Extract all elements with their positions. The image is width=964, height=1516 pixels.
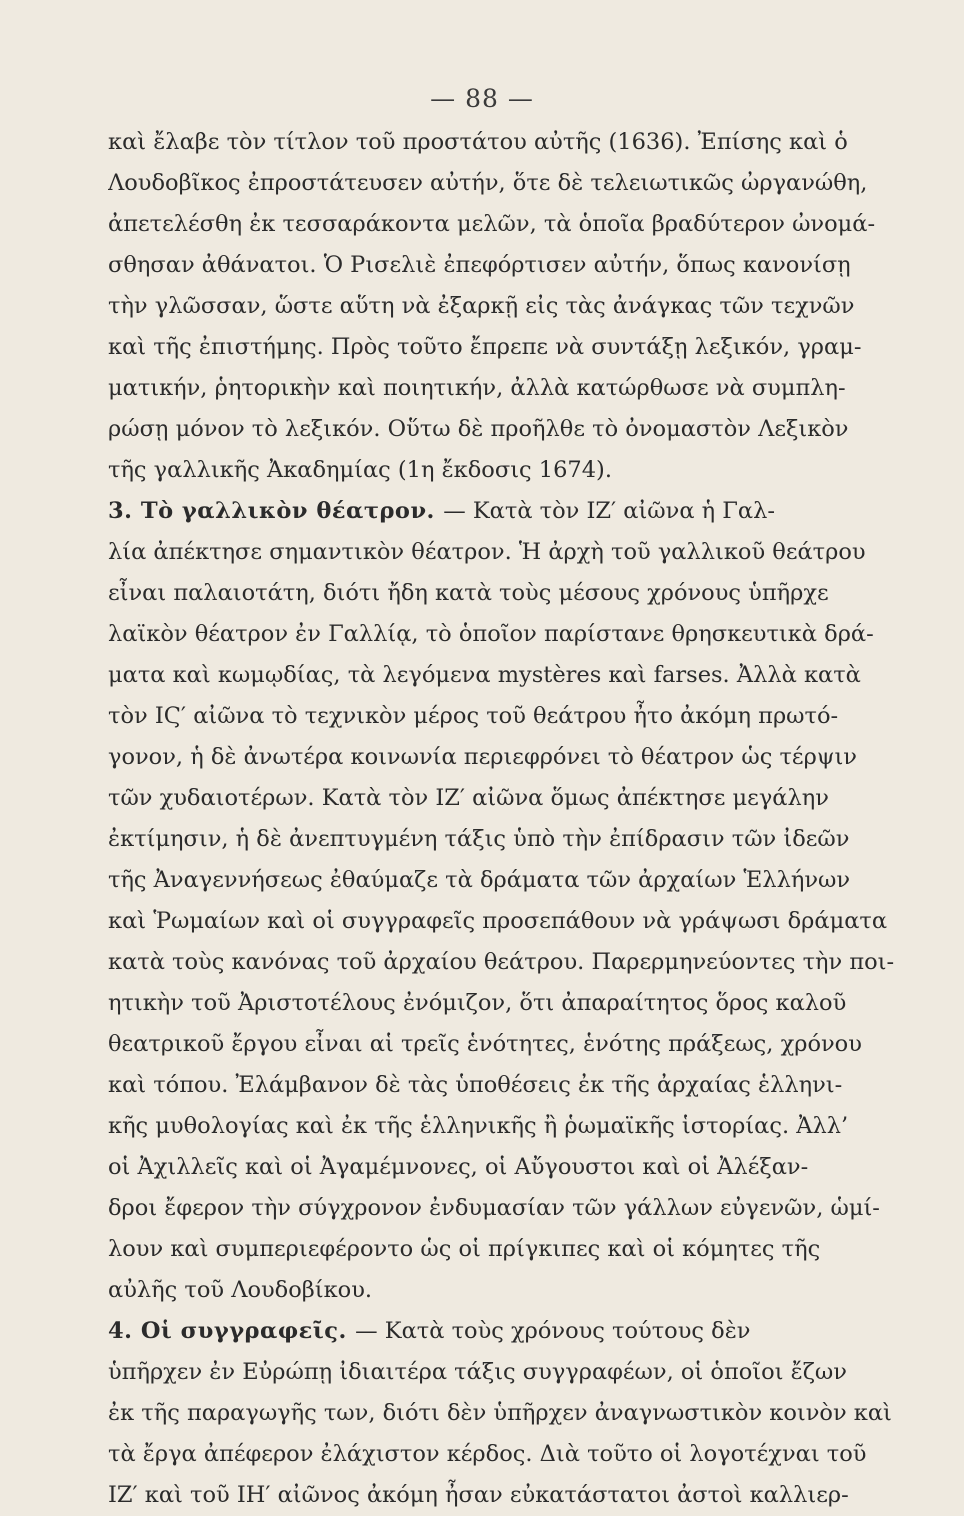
text-line: κατὰ τοὺς κανόνας τοῦ ἀρχαίου θεάτρου. Παρερμηνεύοντες τὴν ποι- xyxy=(108,949,895,975)
text-line: οἱ Ἀχιλλεῖς καὶ οἱ Ἀγαμέμνονες, οἱ Αὔγουστοι καὶ οἱ Ἀλέξαν- xyxy=(108,1154,809,1180)
text-line: καὶ τόπου. Ἐλάμβανον δὲ τὰς ὑποθέσεις ἐκ τῆς ἀρχαίας ἑλληνι- xyxy=(108,1072,843,1098)
text-line: αὐλῆς τοῦ Λουδοβίκου. xyxy=(108,1277,373,1303)
text-line: ματικήν, ῥητορικὴν καὶ ποιητικήν, ἀλλὰ κατώρθωσε νὰ συμπλη- xyxy=(108,375,846,401)
text-line: τῆς Ἀναγεννήσεως ἐθαύμαζε τὰ δράματα τῶν ἀρχαίων Ἑλλήνων xyxy=(108,867,851,893)
text-line: τῆς γαλλικῆς Ἀκαδημίας (1η ἔκδοσις 1674). xyxy=(108,457,612,483)
text-line: Λουδοβῖκος ἐπροστάτευσεν αὐτήν, ὅτε δὲ τελειωτικῶς ὠργανώθη, xyxy=(108,170,868,196)
text-line: τὴν γλῶσσαν, ὥστε αὕτη νὰ ἐξαρκῇ εἰς τὰς ἀνάγκας τῶν τεχνῶν xyxy=(108,293,855,319)
text-line: εἶναι παλαιοτάτη, διότι ἤδη κατὰ τοὺς μέσους χρόνους ὑπῆρχε xyxy=(108,580,829,606)
text-line: τὸν ΙϚ′ αἰῶνα τὸ τεχνικὸν μέρος τοῦ θεάτρου ἦτο ἀκόμη πρωτό- xyxy=(108,703,839,729)
text-line: σθησαν ἀθάνατοι. Ὁ Ρισελιὲ ἐπεφόρτισεν αὐτήν, ὅπως κανονίσῃ xyxy=(108,252,851,278)
text-line: θεατρικοῦ ἔργου εἶναι αἱ τρεῖς ἑνότητες, ἑνότης πράξεως, χρόνου xyxy=(108,1031,862,1057)
text-line: λαϊκὸν θέατρον ἐν Γαλλίᾳ, τὸ ὁποῖον παρίστανε θρησκευτικὰ δρά- xyxy=(108,621,874,647)
section-title: 4. Οἱ συγγραφεῖς. xyxy=(108,1318,356,1344)
page-number: — 88 — xyxy=(430,84,534,113)
text-line: λουν καὶ συμπεριεφέροντο ὡς οἱ πρίγκιπες καὶ οἱ κόμητες τῆς xyxy=(108,1236,821,1262)
text-line: ματα καὶ κωμῳδίας, τὰ λεγόμενα mystères καὶ farses. Ἀλλὰ κατὰ xyxy=(108,662,861,688)
text-line: κῆς μυθολογίας καὶ ἐκ τῆς ἑλληνικῆς ἢ ῥωμαϊκῆς ἱστορίας. Ἀλλ’ xyxy=(108,1113,849,1139)
text-line: ἐκ τῆς παραγωγῆς των, διότι δὲν ὑπῆρχεν ἀναγνωστικὸν κοινὸν καὶ xyxy=(108,1400,892,1426)
text-line: ἐκτίμησιν, ἡ δὲ ἀνεπτυγμένη τάξις ὑπὸ τὴν ἐπίδρασιν τῶν ἰδεῶν xyxy=(108,826,850,852)
text-line: καὶ τῆς ἐπιστήμης. Πρὸς τοῦτο ἔπρεπε νὰ συντάξῃ λεξικόν, γραμ- xyxy=(108,334,862,360)
section-title: 3. Τὸ γαλλικὸν θέατρον. xyxy=(108,498,444,524)
text-line: δροι ἔφερον τὴν σύγχρονον ἐνδυμασίαν τῶν γάλλων εὐγενῶν, ὡμί- xyxy=(108,1195,880,1221)
text-line: ητικὴν τοῦ Ἀριστοτέλους ἐνόμιζον, ὅτι ἀπαραίτητος ὅρος καλοῦ xyxy=(108,990,847,1016)
text-line: λία ἀπέκτησε σημαντικὸν θέατρον. Ἡ ἀρχὴ τοῦ γαλλικοῦ θεάτρου xyxy=(108,539,866,565)
page-body xyxy=(108,122,908,1516)
section-heading-writers: 4. Οἱ συγγραφεῖς. — Κατὰ τοὺς χρόνους τούτους δὲν xyxy=(108,1318,751,1344)
text-line: ρώσῃ μόνον τὸ λεξικόν. Οὕτω δὲ προῆλθε τὸ ὀνομαστὸν Λεξικὸν xyxy=(108,416,849,442)
text-line: γονον, ἡ δὲ ἀνωτέρα κοινωνία περιεφρόνει τὸ θέατρον ὡς τέρψιν xyxy=(108,744,857,770)
text-line: καὶ Ῥωμαίων καὶ οἱ συγγραφεῖς προσεπάθουν νὰ γράψωσι δράματα xyxy=(108,908,888,934)
text-line: ΙΖ′ καὶ τοῦ ΙΗ′ αἰῶνος ἀκόμη ἦσαν εὐκατάστατοι ἀστοὶ καλλιερ- xyxy=(108,1482,849,1508)
section-heading-theatre: 3. Τὸ γαλλικὸν θέατρον. — Κατὰ τὸν ΙΖ′ αἰῶνα ἡ Γαλ- xyxy=(108,498,775,524)
text-line: τῶν χυδαιοτέρων. Κατὰ τὸν ΙΖ′ αἰῶνα ὅμως ἀπέκτησε μεγάλην xyxy=(108,785,829,811)
text-line: ὑπῆρχεν ἐν Εὐρώπῃ ἰδιαιτέρα τάξις συγγραφέων, οἱ ὁποῖοι ἔζων xyxy=(108,1359,847,1385)
text-line: καὶ ἔλαβε τὸν τίτλον τοῦ προστάτου αὐτῆς (1636). Ἐπίσης καὶ ὁ xyxy=(108,129,848,155)
text-line: τὰ ἔργα ἀπέφερον ἐλάχιστον κέρδος. Διὰ τοῦτο οἱ λογοτέχναι τοῦ xyxy=(108,1441,867,1467)
text-line: ἀπετελέσθη ἐκ τεσσαράκοντα μελῶν, τὰ ὁποῖα βραδύτερον ὠνομά- xyxy=(108,211,876,237)
